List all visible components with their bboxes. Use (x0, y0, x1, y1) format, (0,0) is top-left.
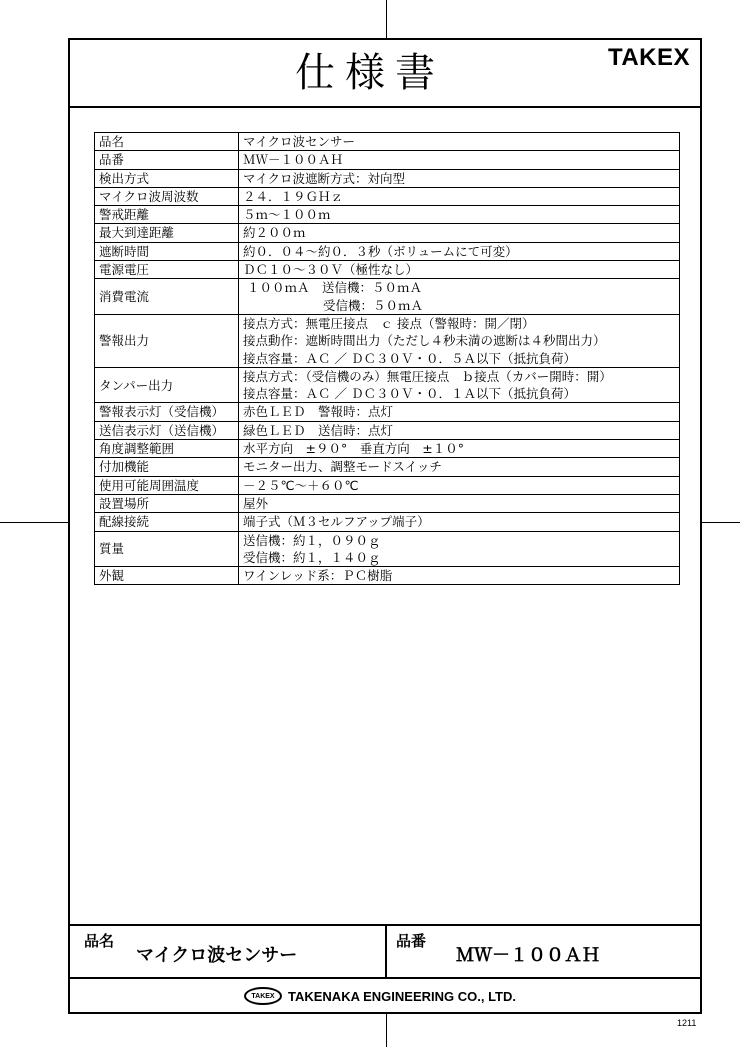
spec-value: 約２００ｍ (243, 225, 306, 241)
spec-row (95, 440, 680, 458)
spec-value-cell (239, 458, 680, 476)
spec-row (95, 279, 680, 315)
spec-label: 遮断時間 (95, 242, 239, 260)
spec-table (94, 132, 680, 585)
spec-value: ＤＣ１０～３０Ｖ（極性なし） (243, 262, 419, 278)
spec-value: 受信機：約１，１４０ｇ (243, 549, 381, 565)
spec-value-cell (239, 531, 680, 567)
spec-row (95, 403, 680, 421)
spec-label: 電源電圧 (95, 261, 239, 279)
spec-value: 接点方式：無電圧接点 ｃ 接点（警報時：開／閉） (243, 315, 535, 331)
spec-value: 接点容量：ＡＣ ／ ＤＣ３０Ｖ・０．１Ａ以下（抵抗負荷） (243, 386, 576, 402)
spec-label: 設置場所 (95, 494, 239, 512)
spec-row (95, 421, 680, 439)
spec-row (95, 314, 680, 367)
spec-value-cell (239, 367, 680, 403)
spec-label: 警報出力 (95, 314, 239, 367)
product-name-label: 品名 (84, 932, 115, 950)
product-name-value: マイクロ波センサー (136, 945, 298, 966)
spec-value: マイクロ波センサー (243, 134, 356, 149)
spec-label: 配線接続 (95, 513, 239, 531)
spec-label: 付加機能 (95, 458, 239, 476)
spec-value: 緑色ＬＥＤ 送信時：点灯 (243, 422, 394, 438)
spec-row (95, 458, 680, 476)
crop-mark-right (702, 522, 740, 523)
spec-value-cell (239, 151, 680, 169)
spec-value-cell (239, 567, 680, 585)
product-code-label: 品番 (396, 932, 427, 950)
brand-logo: TAKEX (607, 44, 690, 71)
spec-row (95, 567, 680, 585)
company-block (244, 984, 516, 1008)
crop-mark-left (0, 522, 68, 523)
spec-label: 検出方式 (95, 169, 239, 187)
spec-label: 品番 (95, 151, 239, 169)
spec-label: タンパー出力 (95, 367, 239, 403)
spec-value-cell (239, 513, 680, 531)
spec-value: マイクロ波遮断方式：対向型 (243, 170, 406, 186)
spec-row (95, 261, 680, 279)
spec-value: 接点容量：ＡＣ ／ ＤＣ３０Ｖ・０．５Ａ以下（抵抗負荷） (243, 350, 576, 366)
spec-value: 約０．０４～約０．３秒（ボリュームにて可変） (243, 243, 518, 259)
spec-value: ２４．１９ＧＨｚ (243, 188, 344, 204)
spec-row (95, 133, 680, 151)
spec-value: モニター出力、調整モードスイッチ (243, 459, 442, 475)
spec-label: 使用可能周囲温度 (95, 476, 239, 494)
spec-value-cell (239, 206, 680, 224)
spec-value: ワインレッド系：ＰＣ樹脂 (243, 568, 393, 584)
spec-label: 送信表示灯（送信機） (95, 421, 239, 439)
spec-label: 消費電流 (95, 279, 239, 315)
spec-value: 赤色ＬＥＤ 警報時：点灯 (243, 404, 394, 420)
spec-row (95, 187, 680, 205)
spec-value: －２５℃～＋６０℃ (243, 477, 359, 493)
spec-value-cell (239, 314, 680, 367)
spec-label: 角度調整範囲 (95, 440, 239, 458)
spec-row (95, 476, 680, 494)
spec-value-cell (239, 476, 680, 494)
spec-value: 受信機：５０ｍＡ (323, 297, 424, 313)
crop-mark-top (386, 0, 387, 38)
spec-value: １００ｍＡ 送信機：５０ｍＡ (247, 280, 423, 296)
spec-label: マイクロ波周波数 (95, 187, 239, 205)
spec-value-cell (239, 242, 680, 260)
spec-row (95, 513, 680, 531)
product-code-value: ＭＷ－１００ＡＨ (456, 945, 600, 966)
spec-row (95, 224, 680, 242)
spec-row (95, 494, 680, 512)
spec-row (95, 151, 680, 169)
spec-value-cell (239, 421, 680, 439)
document-title: 仕様書 (295, 50, 445, 96)
spec-label: 外観 (95, 567, 239, 585)
spec-value-cell (239, 261, 680, 279)
spec-value: ５ｍ～１００ｍ (243, 207, 331, 223)
spec-value: ＭＷ－１００ＡＨ (243, 152, 344, 168)
spec-label: 警報表示灯（受信機） (95, 403, 239, 421)
spec-value: 送信機：約１，０９０ｇ (243, 532, 381, 548)
spec-row (95, 169, 680, 187)
header-divider (68, 106, 702, 108)
spec-value-cell (239, 279, 680, 315)
spec-value-cell (239, 169, 680, 187)
company-name: TAKENAKA ENGINEERING CO., LTD. (288, 988, 516, 1004)
spec-row (95, 206, 680, 224)
spec-value: 接点動作：遮断時間出力（ただし４秒未満の遮断は４秒間出力） (243, 333, 606, 349)
spec-value: 端子式（Ｍ３セルフアップ端子） (243, 514, 430, 530)
document-code: 1211 (677, 1018, 697, 1028)
spec-value-cell (239, 403, 680, 421)
spec-row (95, 531, 680, 567)
spec-value: 屋外 (243, 495, 269, 511)
company-logo: TAKEX (244, 987, 282, 1005)
spec-label: 最大到達距離 (95, 224, 239, 242)
spec-value: 接点方式：（受信機のみ）無電圧接点 ｂ接点（カバー開時：開） (243, 368, 612, 384)
footer-divider-middle (385, 924, 387, 978)
spec-value-cell (239, 440, 680, 458)
spec-row (95, 242, 680, 260)
spec-value-cell (239, 224, 680, 242)
crop-mark-bottom (386, 1014, 387, 1047)
spec-label: 警戒距離 (95, 206, 239, 224)
spec-label: 品名 (95, 133, 239, 151)
spec-value-cell (239, 494, 680, 512)
spec-row (95, 367, 680, 403)
spec-value-cell (239, 133, 680, 151)
spec-label: 質量 (95, 531, 239, 567)
spec-value: 水平方向 ±９０° 垂直方向 ±１０° (243, 441, 464, 457)
spec-value-cell (239, 187, 680, 205)
